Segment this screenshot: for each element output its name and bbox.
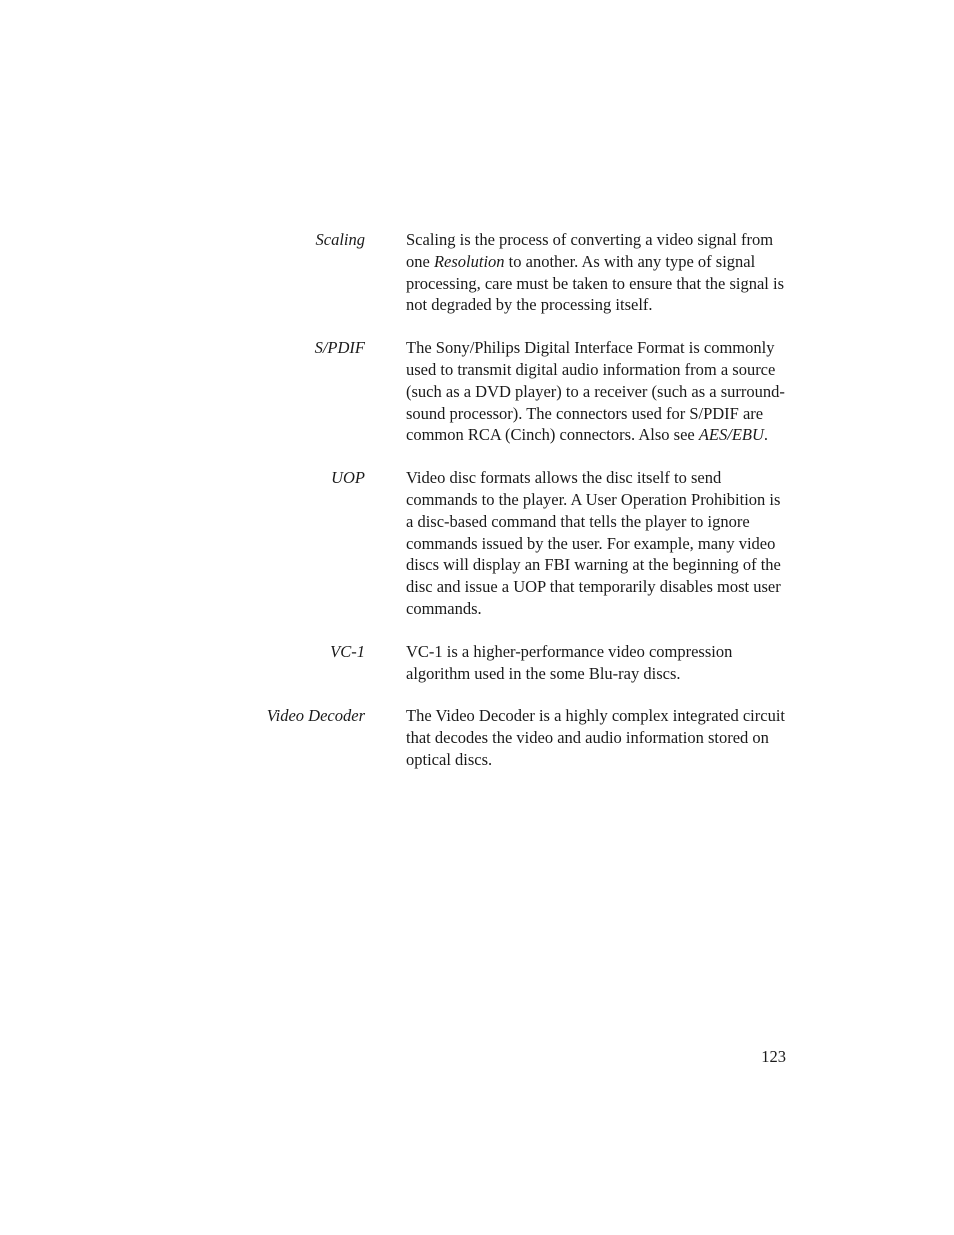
glossary-term: Video Decoder [266,706,365,726]
glossary-entry [0,641,954,685]
glossary-definition [406,229,788,316]
glossary-term: S/PDIF [314,338,365,358]
definition-text: Video disc formats allows the disc itself to send commands to the player. A User Operation Prohibition is a disc-based command that tells the player to ignore commands issued by the user. For example, many video discs will display an FBI warning at the beginning of the disc and issue a UOP that temporarily disables most user commands. [406,468,781,618]
glossary-term: Scaling [315,230,365,249]
glossary-entry [0,705,954,770]
definition-text: The Sony/Philips Digital Interface Format is commonly used to transmit digital audio information from a source (such as a DVD player) to a receiver (such as a surround-sound processor). The connectors used for S/PDIF are common RCA (Cinch) connectors. Also see [406,338,785,445]
glossary-list [0,229,954,792]
definition-text: VC-1 is a higher-performance video compression algorithm used in the some Blu-ray discs. [406,641,733,683]
glossary-entry [0,337,954,446]
page-number: 123 [761,1047,786,1066]
cross-reference: Resolution [433,251,505,271]
glossary-term: UOP [331,468,365,488]
cross-reference: AES/EBU [698,425,764,445]
glossary-definition [406,641,788,685]
definition-text: Scaling is the process of converting a video signal from one [406,230,774,271]
glossary-definition [406,705,788,770]
glossary-term: VC-1 [330,641,365,661]
definition-text: . [763,425,769,445]
glossary-entry [0,467,954,620]
glossary-entry [0,229,954,316]
glossary-definition [406,467,788,620]
definition-text: The Video Decoder is a highly complex integrated circuit that decodes the video and audio information stored on optical discs. [406,706,785,769]
glossary-definition [406,337,788,446]
definition-text: to another. As with any type of signal processing, care must be taken to ensure that the signal is not degraded by the processing itself. [406,251,785,315]
